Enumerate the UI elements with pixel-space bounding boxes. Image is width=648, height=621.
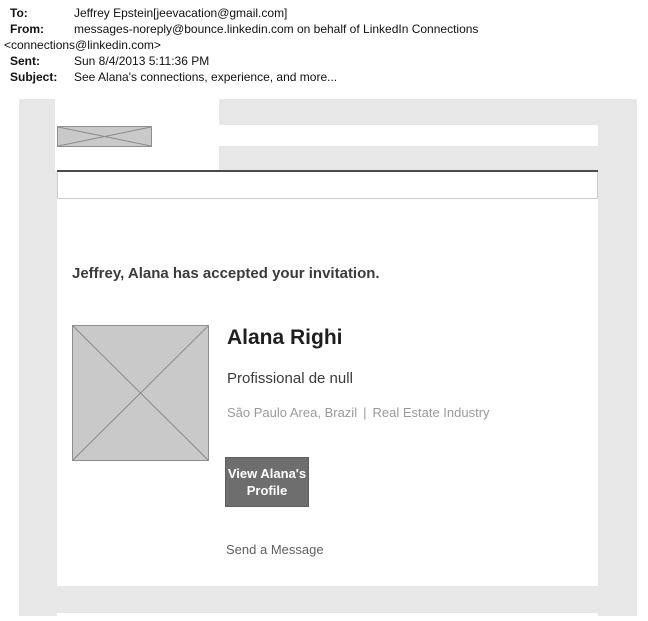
profile-headline: Profissional de null	[227, 370, 353, 387]
subject-label: Subject:	[10, 70, 58, 84]
send-message-link[interactable]: Send a Message	[226, 542, 324, 557]
profile-name: Alana Righi	[227, 326, 343, 349]
to-value: Jeffrey Epstein[jeevacation@gmail.com]	[74, 6, 288, 20]
sent-label: Sent:	[10, 54, 40, 68]
from-value: messages-noreply@bounce.linkedin.com on behalf of LinkedIn Connections	[74, 22, 479, 36]
to-label: To:	[10, 6, 28, 20]
subject-value: See Alana's connections, experience, and more...	[74, 70, 338, 84]
header-row-subject	[4, 69, 644, 85]
missing-image-icon[interactable]	[57, 126, 152, 147]
next-section-strip	[57, 613, 598, 621]
profile-industry: Real Estate Industry	[372, 405, 490, 420]
header-image-placeholder	[57, 172, 598, 199]
from-address-continuation: <connections@linkedin.com>	[4, 38, 161, 52]
separator: |	[363, 405, 367, 420]
from-label: From:	[10, 22, 44, 36]
top-banner-area	[219, 125, 598, 146]
header-row-sent	[4, 53, 644, 69]
profile-location-industry	[227, 405, 490, 420]
email-content-box	[57, 170, 598, 586]
email-header	[4, 5, 644, 85]
profile-location: São Paulo Area, Brazil	[227, 405, 358, 420]
greeting-text: Jeffrey, Alana has accepted your invitation.	[72, 265, 380, 282]
header-row-from	[4, 21, 644, 37]
sent-value: Sun 8/4/2013 5:11:36 PM	[74, 54, 210, 68]
view-profile-button[interactable]: View Alana's Profile	[225, 457, 309, 507]
header-row-to	[4, 5, 644, 21]
missing-image-icon[interactable]	[72, 325, 209, 461]
